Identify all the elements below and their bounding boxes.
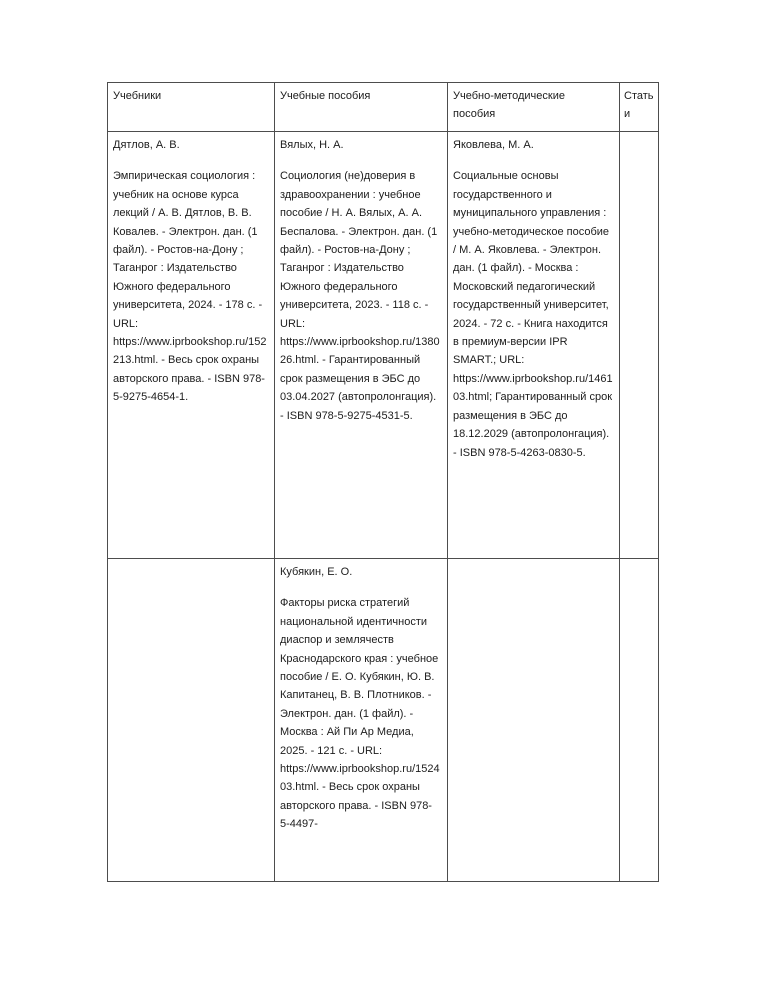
bib-cell-methodical-guide-2 xyxy=(448,559,620,882)
record-author: Дятлов, А. В. xyxy=(113,139,180,151)
record-description: Факторы риска стратегий национальной идентичности диаспор и землячеств Краснодарского края : учебное пособие / Е. О. Кубякин, Ю. В. Капитанец, В. В. Плотников. - Электрон. дан. (1 файл). - Москва : Ай Пи Ар Медиа, 2025. - 121 с. - URL: https://www.iprbookshop.ru/152403.html. - Весь срок охраны авторского права. - ISBN 978-5-4497- xyxy=(280,597,440,831)
bib-cell-methodical-guide-1 xyxy=(448,132,620,559)
record-author: Вялых, Н. А. xyxy=(280,139,344,151)
record-description: Социология (не)доверия в здравоохранении : учебное пособие / Н. А. Вялых, А. А. Беспалова. - Электрон. дан. (1 файл). - Ростов-на-Дону ; Таганрог : Издательство Южного федерального университета, 2023. - 118 с. - URL: https://www.iprbookshop.ru/138026.html. - Гарантированный срок размещения в ЭБС до 03.04.2027 (автопролонгация). - ISBN 978-5-9275-4531-5. xyxy=(280,170,440,422)
bib-cell-textbook-1 xyxy=(108,132,275,559)
header-cell-methodical-guides: Учебно-методические пособия xyxy=(448,83,620,132)
record-description: Социальные основы государственного и муниципального управления : учебно-методическое пособие / М. А. Яковлева. - Электрон. дан. (1 файл). - Москва : Московский педагогический государственный университет, 2024. - 72 с. - Книга находится в премиум-версии IPR SMART.; URL: https://www.iprbookshop.ru/146103.html; Гарантированный срок размещения в ЭБС до 18.12.2029 (автопролонгация). - ISBN 978-5-4263-0830-5. xyxy=(453,170,613,459)
bib-cell-study-guide-2 xyxy=(275,559,448,882)
header-cell-study-guides: Учебные пособия xyxy=(275,83,448,132)
header-cell-articles: Статьи xyxy=(620,83,659,132)
record-description: Эмпирическая социология : учебник на основе курса лекций / А. В. Дятлов, В. В. Ковалев. - Электрон. дан. (1 файл). - Ростов-на-Дону ; Таганрог : Издательство Южного федерального университета, 2024. - 178 с. - URL: https://www.iprbookshop.ru/152213.html. - Весь срок охраны авторского права. - ISBN 978-5-9275-4654-1. xyxy=(113,170,267,404)
bib-cell-articles-2 xyxy=(620,559,659,882)
header-cell-textbooks: Учебники xyxy=(108,83,275,132)
bibliography-table xyxy=(107,82,659,882)
bib-cell-textbook-2 xyxy=(108,559,275,882)
bib-cell-articles-1 xyxy=(620,132,659,559)
table-row xyxy=(108,132,659,559)
record-author: Яковлева, М. А. xyxy=(453,139,534,151)
table-row xyxy=(108,559,659,882)
record-author: Кубякин, Е. О. xyxy=(280,566,353,578)
table-header-row xyxy=(108,83,659,132)
bib-cell-study-guide-1 xyxy=(275,132,448,559)
